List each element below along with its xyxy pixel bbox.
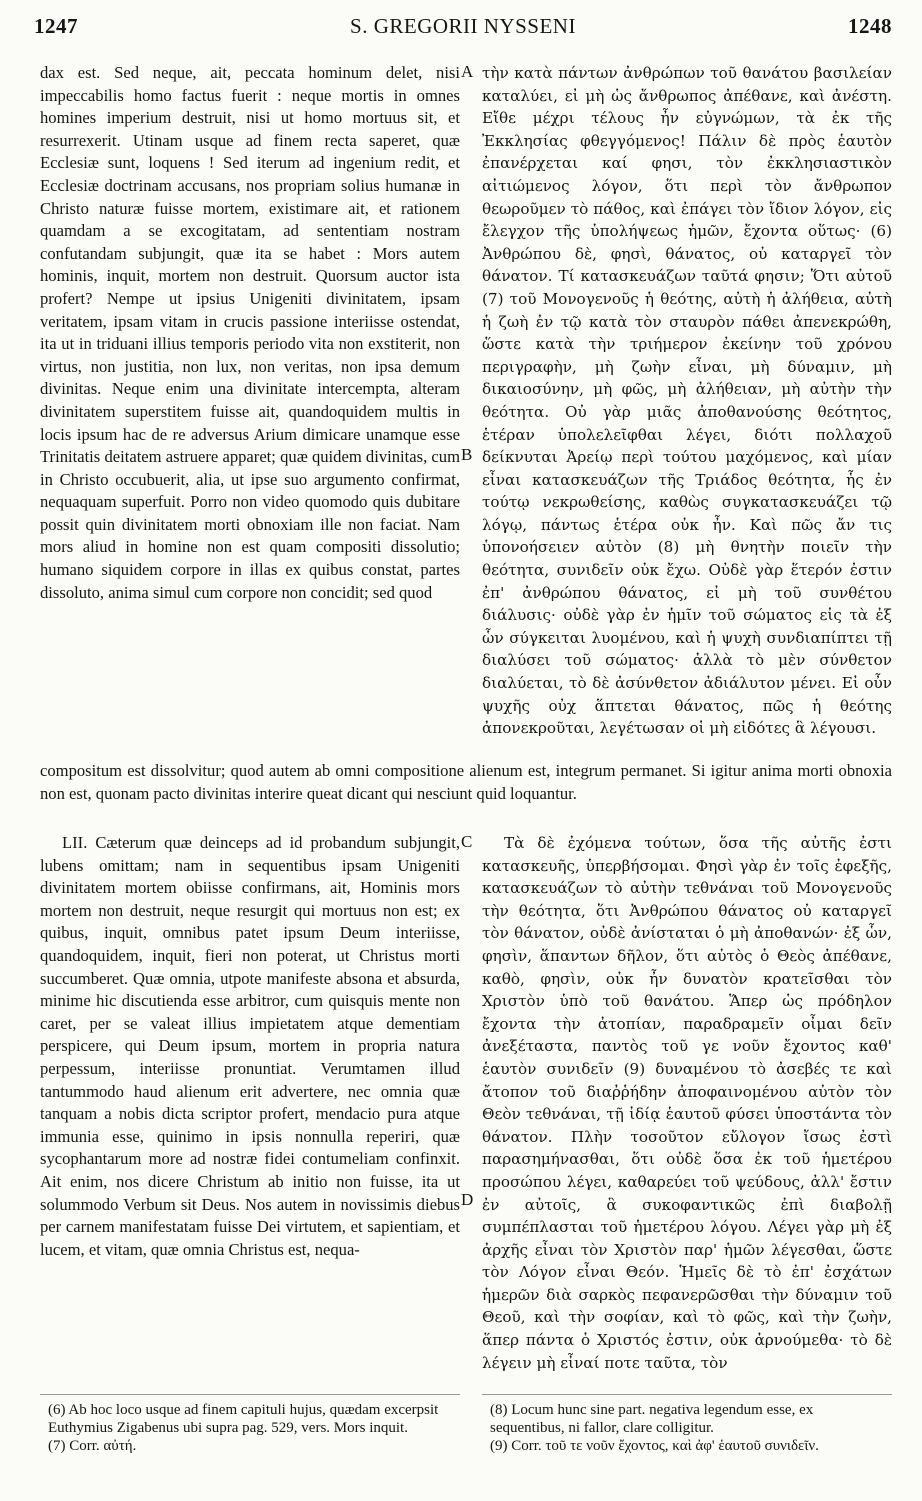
latin-column-bottom <box>40 832 460 1261</box>
greek-paragraph-bottom: Τὰ δὲ ἐχόμενα τούτων, ὅσα τῆς αὐτῆς ἐστι κατασκευῆς, ὑπερβήσομαι. Φησὶ γὰρ ἐν τοῖς ἐφεξῆς, κατασκευάζων τὸ αὐτὴν τεθνάναι τοῦ Μονογενοῦς τὴν θεότητα, ὅτι Ἀνθρώπου θάνατος οὐ καταργεῖ τὸν θάνατον, οὐδὲ ἀνίσταται ὁ μὴ ἀποθανών· ἐξ ὧν, φησὶν, ἅπαντων δῆλον, ὅτι αὐτὸς ὁ Θεὸς ἀπέθανε, καθὸ, φησὶν, οὐκ ἦν δυνατὸν κρατεῖσθαι τὸν Χριστὸν ὑπὸ τοῦ θανάτου. Ἅπερ ὡς πρόδηλον ἔχοντα τὴν ἀτοπίαν, παραδραμεῖν οἶμαι δεῖν ἀνεξέταστα, παντὸς τοῦ γε νοῦν ἔχοντος καθ' ἑαυτὸν συνιδεῖν (9) δυναμένου τὸ ἀσεβές τε καὶ ἄτοπον τοῦ διαῤῥήδην ἀποφαινομένου αὐτὸν τὸν Θεὸν τεθνάναι, τῇ ἰδίᾳ ἑαυτοῦ φύσει ὑποστάντα τὸν θάνατον. Πλὴν τοσοῦτον εὔλογον ἴσως ἐστὶ παρασημήνασθαι, ὅτι οὐδὲ ὅσα ἐκ τοῦ ἡμετέρου προσώπου λέγει, καθαρεύει τοῦ ψεύδους, ἀλλ' ἔστιν ἐν αὐτοῖς, ἃ συκοφαντικῶς ἐπὶ διαβολῇ συμπέπλασται τοῦ ἡμετέρου λόγου. Λέγει γὰρ μὴ ἐξ ἀρχῆς εἶναι τὸν Χριστὸν παρ' ἡμῶν λέγεσθαι, ὥστε τὸν Λόγον εἶναι Θεόν. Ἡμεῖς δὲ τὸ ἐπ' ἐσχάτων ἡμερῶν διὰ σαρκὸς πεφανερῶσθαι τὴν δύναμιν τοῦ Θεοῦ, καὶ τὴν σοφίαν, καὶ τὸ φῶς, καὶ τὴν ζωὴν, ἅπερ πάντα ὁ Χριστός ἐστιν, οὐκ ἀρνούμεθα· τὸ δὲ λέγειν μὴ εἶναί ποτε ταῦτα, τὸν <box>482 834 892 1372</box>
footnote-rule-left <box>40 1394 460 1395</box>
page-header <box>34 14 892 44</box>
greek-column-bottom <box>482 832 892 1374</box>
footnote-6: (6) Ab hoc loco usque ad finem capituli hujus, quædam excerpsit Euthymius Zigabenus ubi supra pag. 529, vers. Mors inquit. <box>48 1402 439 1436</box>
footnotes-right <box>490 1402 890 1457</box>
page-number-left: 1247 <box>34 14 78 38</box>
margin-mark-a: A <box>461 62 474 81</box>
footnote-7: (7) Corr. αὐτή. <box>48 1438 137 1454</box>
footnote-9: (9) Corr. τοῦ τε νοῦν ἔχοντος, καὶ ἀφ' ἑαυτοῦ συνιδεῖν. <box>490 1438 819 1454</box>
footnote-8: (8) Locum hunc sine part. negativa legendum esse, ex sequentibus, ni fallor, clare colligitur. <box>490 1402 814 1436</box>
full-width-paragraph: compositum est dissolvitur; quod autem ab omni compositione alienum est, integrum permanet. Si igitur anima morti obnoxia non est, quonam pacto divinitas interire queat dicant qui nesciunt quid loquantur. <box>40 761 892 803</box>
greek-column-top <box>482 62 892 740</box>
full-width-text <box>40 760 892 805</box>
latin-paragraph-top: dax est. Sed neque, ait, peccata hominum delet, nisi impeccabilis homo factus fuerit : neque mortis in omnes homines imperium destruit, nisi ut homo mortuus sit, et resurrexerit. Utinam usque ad finem recta saperet, quæ Ecclesiæ sunt, loquens ! Sed iterum ad ingenium redit, et Ecclesiæ doctrinam accusans, nos propriam solius humanæ in Christo naturæ fuisse mortem, existimare ait, et rationem quamdam a se excogitatam, ad sententiam nostram confutandam subjungit, quæ ita se habet : Mors autem hominis, inquit, mortem non destruit. Quorsum auctor ista profert? Nempe ut ipsius Unigeniti divinitatem, ipsam veritatem, ipsam vitam in crucis passione interiisse ostendat, ita ut in triduani illius temporis periodo vita non exstiterit, non virtus, non justitia, non lux, non veritas, non ipsa demum divinitas. Neque enim una divinitate intercempta, alteram divinitatem superstitem fuisse ait, quandoquidem multis in locis ipsum hac de re adversus Arium dimicare unamque esse Trinitatis deitatem astruere apparet; quæ quidem divinitas, cum in Christo occubuerit, alia, ut ipse suo argumento confirmat, nequaquam superfuit. Porro non video quomodo quis dubitare possit quin divinitatem morti obnoxiam ille non faciat. Nam mors aliud in homine non est quam compositi dissolutio; humano siquidem corpore in illas ex quibus constat, partes dissoluto, anima simul cum corpore non concidit; sed quod <box>40 63 460 602</box>
margin-mark-c: C <box>461 832 473 851</box>
margin-mark-b: B <box>461 445 473 464</box>
margin-mark-d: D <box>461 1190 474 1209</box>
latin-column-top <box>40 62 460 604</box>
footnotes-left <box>48 1402 458 1457</box>
running-title: S. GREGORII NYSSENI <box>350 14 576 38</box>
footnote-rule-right <box>482 1394 892 1395</box>
greek-paragraph-top: τὴν κατὰ πάντων ἀνθρώπων τοῦ θανάτου βασιλείαν καταλύει, εἰ μὴ ὡς ἄνθρωπος ἀπέθανε, καὶ ἀνέστη. Εἴθε μέχρι τέλους ἦν εὐγνώμων, τὰ ἐκ τῆς Ἐκκλησίας φθεγγόμενος! Πάλιν δὲ πρὸς ἑαυτὸν ἐπανέρχεται καί φησι, τὸν ἐκκλησιαστικὸν αἰτιώμενος λόγον, ὅτι περὶ τὸν ἄνθρωπον θεωροῦμεν τὸ πάθος, καὶ ἐπάγει τὸν ἴδιον λόγον, εἰς ἔλεγχον τῆς ὑπολήψεως ἡμῶν, ἔχοντα οὕτως· (6) Ἀνθρώπου δὲ, φησὶ, θάνατος, οὐ καταργεῖ τὸν θάνατον. Τί κατασκευάζων ταῦτά φησιν; Ὅτι αὐτοῦ (7) τοῦ Μονογενοῦς ἡ θεότης, αὐτὴ ἡ ἀλήθεια, αὐτὴ ἡ ζωὴ ἐν τῷ κατὰ τὸν σταυρὸν πάθει ἀπενεκρώθη, ὥστε κατὰ τὴν τριήμερον ἐκείνην τοῦ χρόνου περιγραφὴν, μὴ ζωὴν εἶναι, μὴ δύναμιν, μὴ δικαιοσύνην, μὴ φῶς, μὴ ἀλήθειαν, μὴ αὐτὴν τὴν θεότητα. Οὐ γὰρ μιᾶς ἀποθανούσης θεότητος, ἑτέραν ὑπολελεῖφθαι λέγει, διότι πολλαχοῦ δείκνυται Ἀρείῳ περὶ τούτου μαχόμενος, καὶ μίαν εἶναι κατασκευάζων τῆς Τριάδος θεότητα, ἧς ἐν τούτῳ νεκρωθείσης, καθὼς συγκατασκευάζει τῷ λόγῳ, πάντως ἑτέρα οὐκ ἦν. Καὶ πῶς ἄν τις ὑπονοήσειεν αὐτὸν (8) μὴ θνητὴν ποιεῖν τὴν θεότητα, συνιδεῖν οὐκ ἔχω. Οὐδὲ γὰρ ἕτερόν ἐστιν ἐπ' ἀνθρώπου θάνατος, εἰ μὴ τοῦ συνθέτου διάλυσις· οὐδὲ γὰρ ἐν ἡμῖν τοῦ σώματος εἰς τὰ ἐξ ὧν σύγκειται λυομένου, καὶ ἡ ψυχὴ συνδιαπίπτει τῇ διαλύσει τοῦ σώματος· ἀλλὰ τὸ μὲν σύνθετον διαλύεται, τὸ δὲ ἀσύνθετον ἀδιάλυτον μένει. Εἰ οὖν ψυχῆς οὐχ ἅπτεται θάνατος, πῶς ἡ θεότης ἀπονεκροῦται, λεγέτωσαν οἱ μὴ εἰδότες ἃ λέγουσι. <box>482 64 892 738</box>
page-number-right: 1248 <box>848 14 892 38</box>
latin-paragraph-bottom: LII. Cæterum quæ deinceps ad id probandum subjungit, lubens omittam; nam in sequentibus ipsam Unigeniti divinitatem mortem obiisse confirmans, ait, Hominis mors mortem non destruit, neque resurgit qui mortuus non est; ex quibus, inquit, omnibus patet ipsum Deum interiisse, quandoquidem, inquit, fieri non poterat, ut Christus morti succumberet. Quæ omnia, utpote manifeste absona et absurda, minime hic discutienda esse arbitror, cum quisquis mente non caret, per se valeat illius impietatem atque dementiam perspicere, qui Deum ipsum, mortem in propria natura perpessum, interiisse pronuntiat. Verumtamen illud tantummodo haud alienum erit advertere, nec omnia quæ tanquam a nobis dicta scriptor profert, mendacio pura atque immunia esse, quinimo in ipsis nonnulla reperiri, quæ sycophantarum more ad nostræ fidei contumeliam confinxit. Ait enim, nos dicere Christum ab initio non fuisse, ita ut solummodo Verbum sit Deus. Nos autem in novissimis diebus per carnem manifestatam fuisse Dei virtutem, et sapientiam, et lucem, et vitam, quæ omnia Christus est, nequa- <box>40 833 460 1259</box>
